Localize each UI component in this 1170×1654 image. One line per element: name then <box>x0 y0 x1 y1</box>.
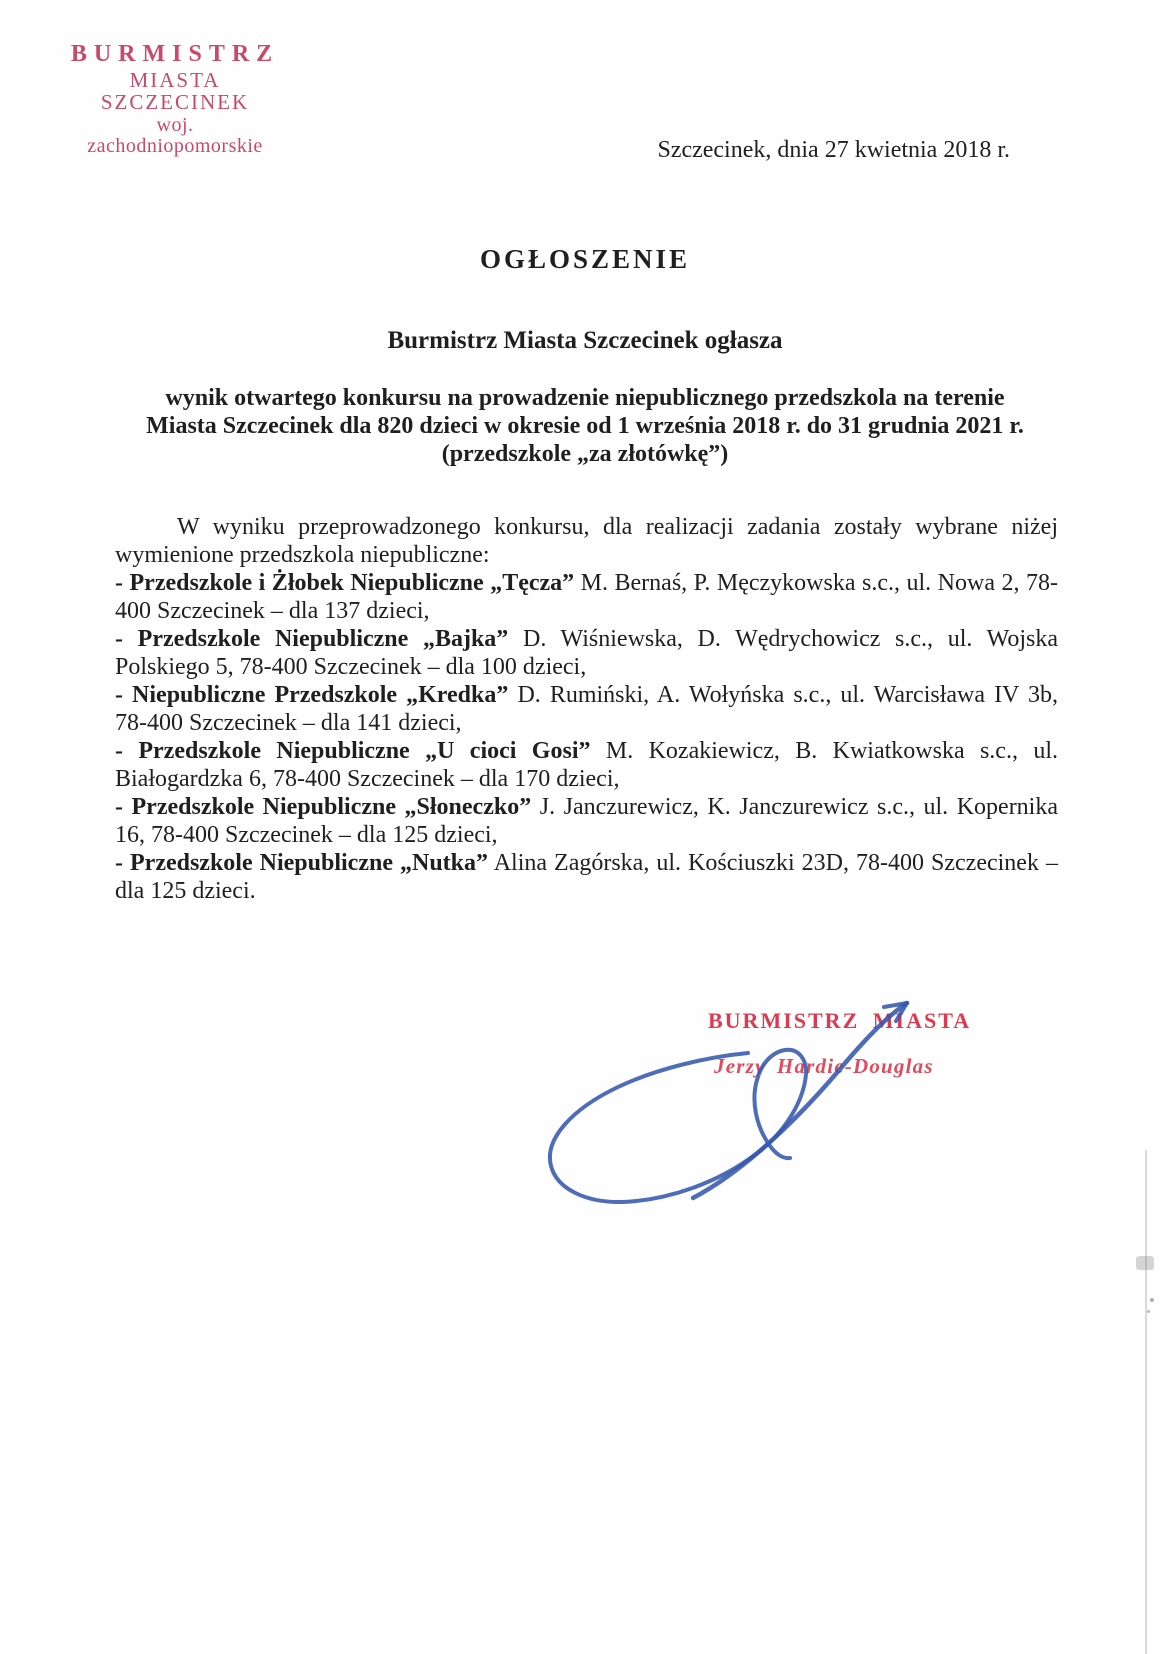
announcer-line: Burmistrz Miasta Szczecinek ogłasza <box>387 327 783 354</box>
office-stamp-line1: BURMISTRZ <box>70 41 280 67</box>
preschool-name: - Przedszkole Niepubliczne „Słoneczko” <box>115 794 532 820</box>
document-title: OGŁOSZENIE <box>479 244 691 274</box>
signature-printed-name: Jerzy Hardie-Douglas <box>714 1054 934 1078</box>
preschool-name: - Przedszkole Niepubliczne „Bajka” <box>115 626 509 652</box>
preschool-item <box>115 625 1058 681</box>
preschool-details: J. Janczurewicz, K. Janczurewicz s.c., ul. Kopernika 16, 78-400 Szczecinek – dla 125 dzieci, <box>115 794 1059 848</box>
preschool-name: - Przedszkole Niepubliczne „Nutka” <box>115 850 489 876</box>
preschool-name: - Przedszkole Niepubliczne „U cioci Gosi” <box>115 738 591 764</box>
subject-line3: (przedszkole „za złotówkę”) <box>441 441 729 467</box>
signature-stamp-title: BURMISTRZ MIASTA <box>708 1008 972 1033</box>
scan-artifact-smudge <box>1136 1256 1154 1270</box>
preschool-item <box>115 681 1058 737</box>
office-stamp-line2: MIASTA SZCZECINEK <box>100 68 250 115</box>
preschool-details: M. Kozakiewicz, B. Kwiatkowska s.c., ul. Białogardzka 6, 78-400 Szczecinek – dla 170 dzieci, <box>115 738 1059 792</box>
subject-paragraph <box>113 384 1057 468</box>
scan-artifact-speck <box>1150 1298 1154 1302</box>
body-text <box>115 513 1058 905</box>
preschool-details: D. Rumiński, A. Wołyńska s.c., ul. Warcisława IV 3b, 78-400 Szczecinek – dla 141 dzieci, <box>115 682 1059 736</box>
preschool-item <box>115 849 1058 905</box>
office-stamp-line3: woj. zachodniopomorskie <box>87 114 263 158</box>
preschool-item <box>115 737 1058 793</box>
dateline: Szczecinek, dnia 27 kwietnia 2018 r. <box>657 137 1010 163</box>
preschool-item <box>115 569 1058 625</box>
preschool-item <box>115 793 1058 849</box>
preschool-name: - Niepubliczne Przedszkole „Kredka” <box>115 682 509 708</box>
subject-line2: Miasta Szczecinek dla 820 dzieci w okresie od 1 września 2018 r. do 31 grudnia 2021 r. <box>146 413 1024 439</box>
preschool-name: - Przedszkole i Żłobek Niepubliczne „Tęcza” <box>115 570 575 596</box>
subject-line1: wynik otwartego konkursu na prowadzenie niepublicznego przedszkola na terenie <box>165 385 1005 411</box>
preschool-details: M. Bernaś, P. Męczykowska s.c., ul. Nowa 2, 78-400 Szczecinek – dla 137 dzieci, <box>115 570 1059 624</box>
preschool-details: D. Wiśniewska, D. Wędrychowicz s.c., ul. Wojska Polskiego 5, 78-400 Szczecinek – dla 100 dzieci, <box>115 626 1058 680</box>
scan-artifact-line <box>1145 1150 1147 1654</box>
intro-paragraph: W wyniku przeprowadzonego konkursu, dla realizacji zadania zostały wybrane niżej wymienione przedszkola niepubliczne: <box>115 514 1058 568</box>
preschool-details: Alina Zagórska, ul. Kościuszki 23D, 78-400 Szczecinek – dla 125 dzieci. <box>115 850 1058 904</box>
scan-artifact-speck <box>1147 1310 1150 1313</box>
